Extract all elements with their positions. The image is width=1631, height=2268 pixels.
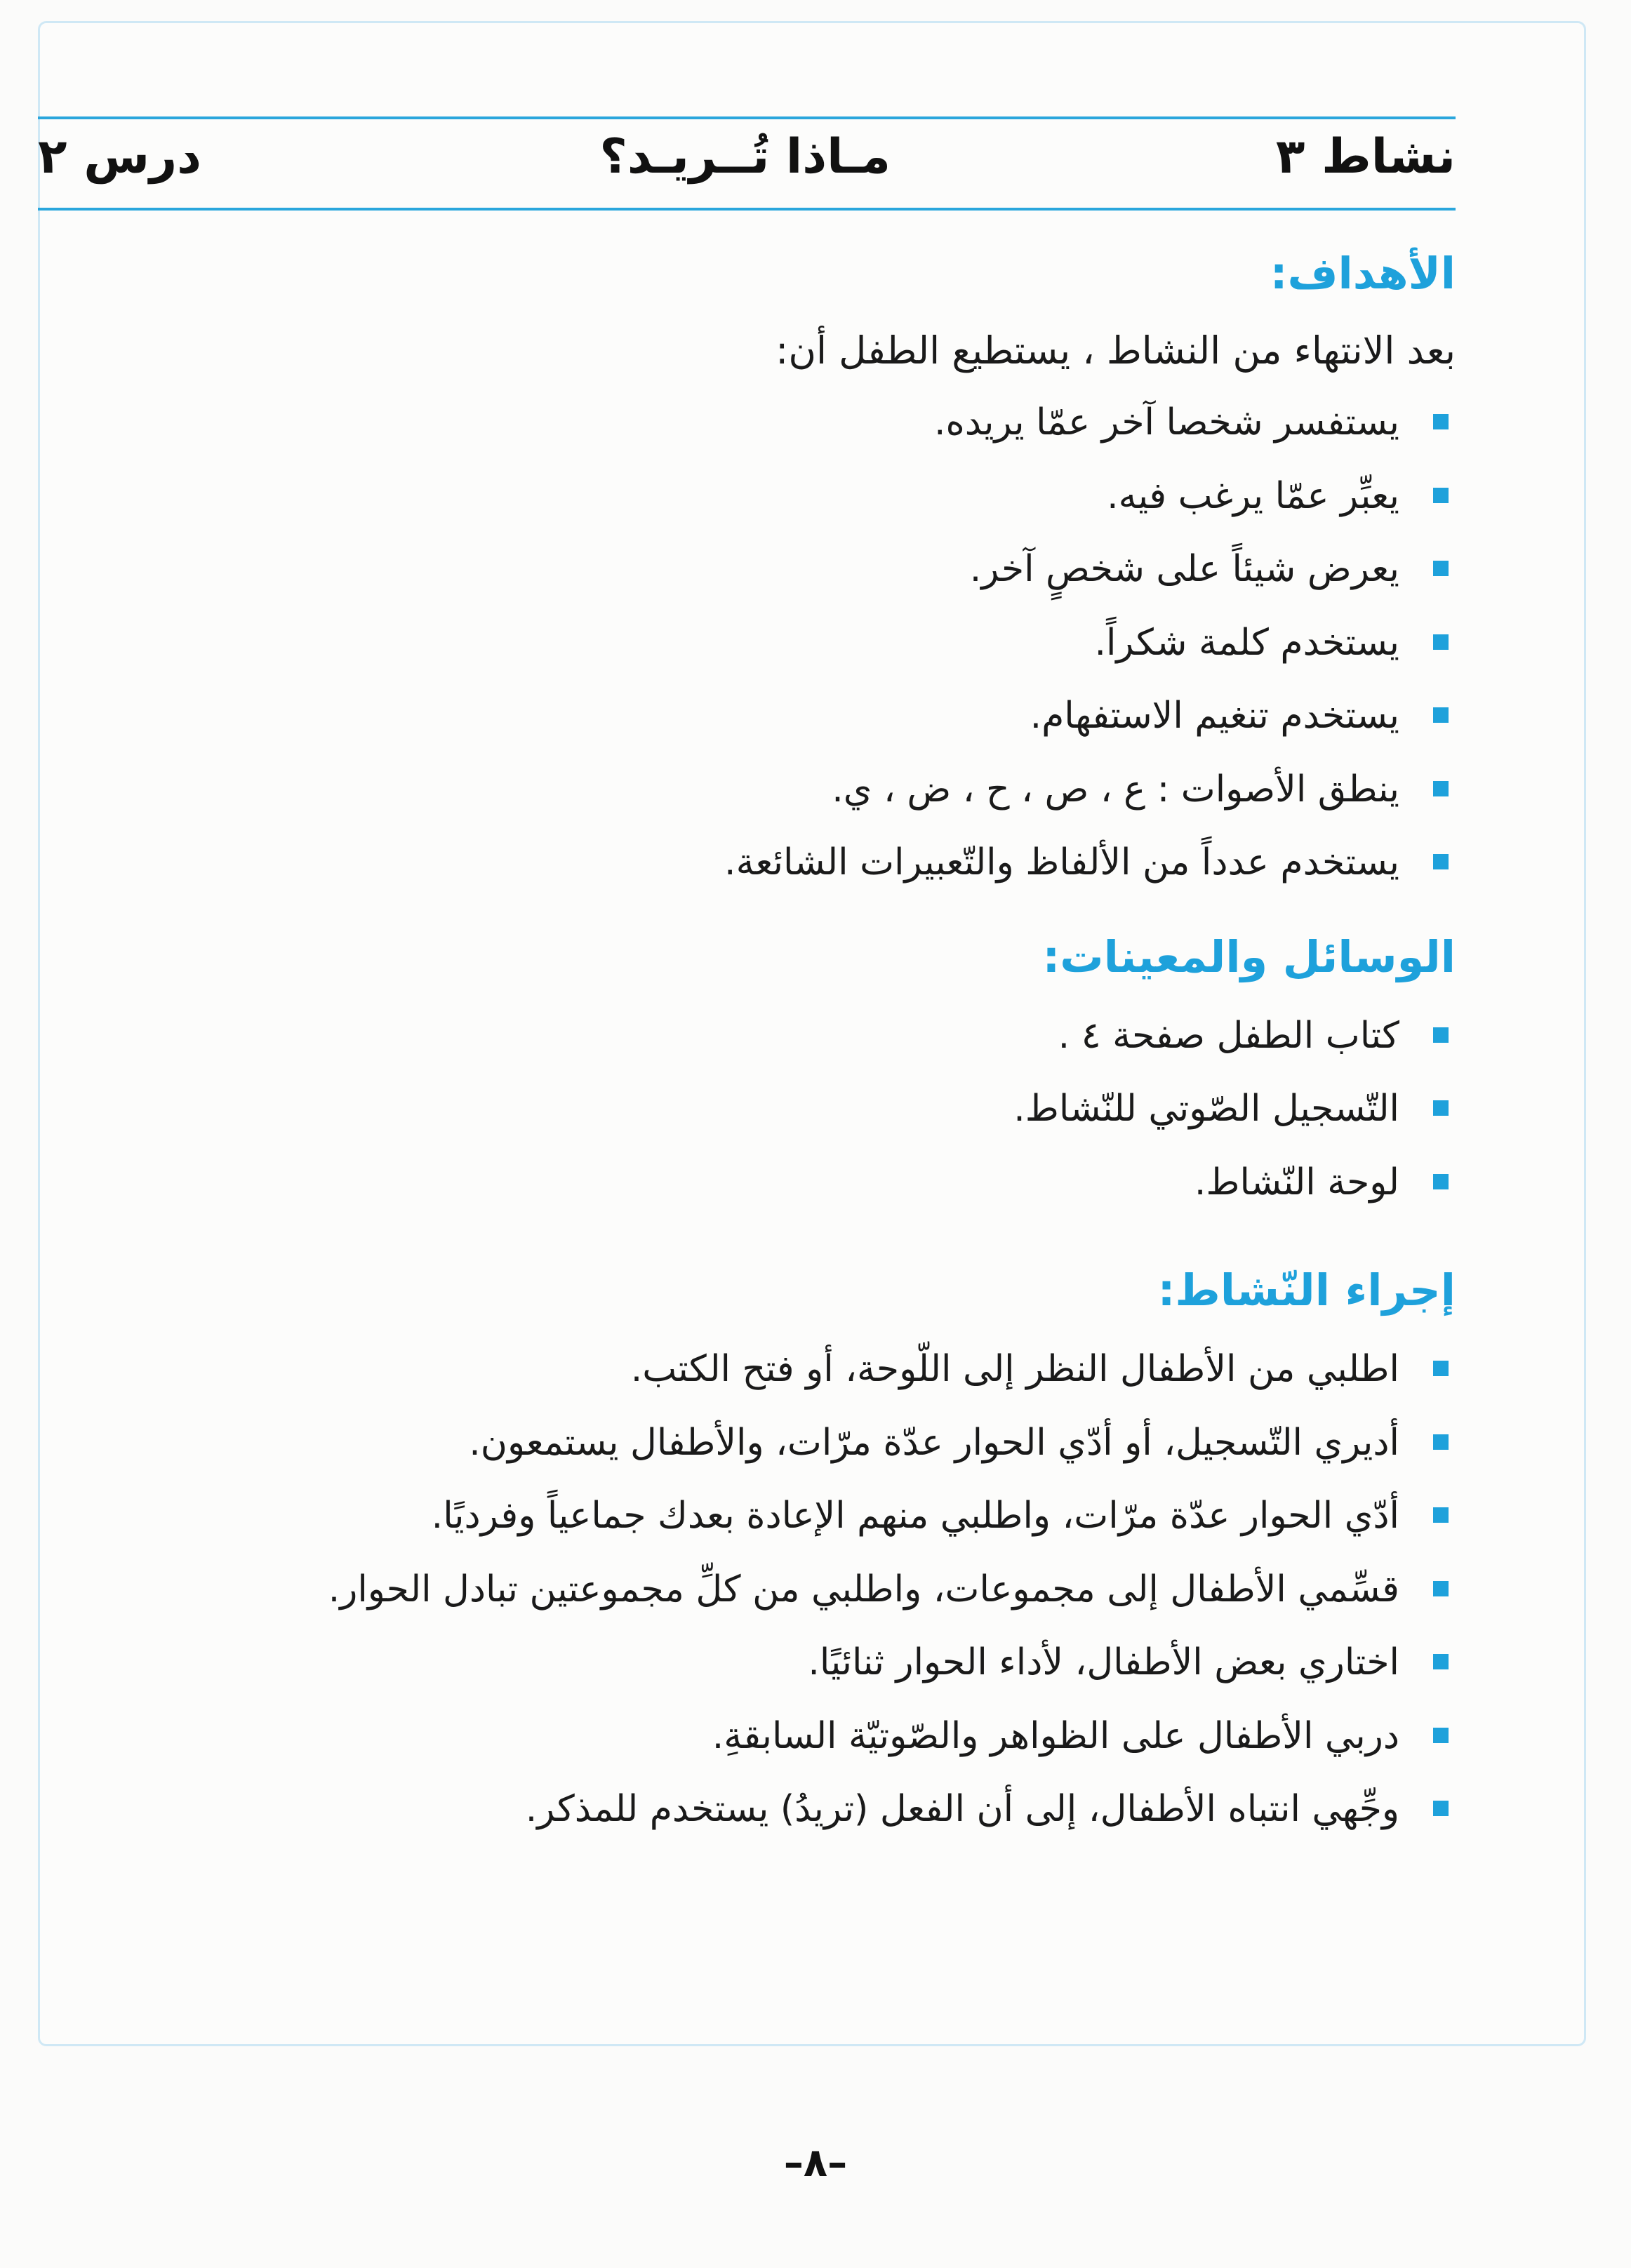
list-item <box>122 1773 1456 1846</box>
list-item <box>122 1146 1456 1220</box>
list-item <box>122 826 1456 900</box>
objectives-intro: بعد الانتهاء من النشاط ، يستطيع الطفل أن: <box>775 328 1456 373</box>
list-item-text: ينطق الأصوات : ع ، ص ، ح ، ض ، ي. <box>832 768 1399 811</box>
list-item-text: اطلبي من الأطفال النظر إلى اللّوحة، أو فتح الكتب. <box>630 1348 1399 1390</box>
list-item <box>122 679 1456 753</box>
square-bullet-icon <box>1433 414 1449 429</box>
list-item-text: أديري التّسجيل، أو أدّي الحوار عدّة مرّات، والأطفال يستمعون. <box>469 1421 1399 1464</box>
list-item <box>122 386 1456 460</box>
square-bullet-icon <box>1433 781 1449 796</box>
activity-number: نشاط ٣ <box>1275 129 1456 185</box>
square-bullet-icon <box>1433 1100 1449 1116</box>
list-item <box>122 1072 1456 1146</box>
list-item-text: يستخدم عدداً من الألفاظ والتّعبيرات الشائعة. <box>724 841 1399 883</box>
list-item-text: اختاري بعض الأطفال، لأداء الحوار ثنائيًا. <box>808 1641 1399 1683</box>
square-bullet-icon <box>1433 1654 1449 1669</box>
list-item <box>122 999 1456 1073</box>
list-item <box>122 1626 1456 1700</box>
lesson-content <box>122 232 1456 1846</box>
page-number: –٨– <box>783 2140 848 2186</box>
list-item <box>122 1333 1456 1406</box>
square-bullet-icon <box>1433 1581 1449 1596</box>
square-bullet-icon <box>1433 561 1449 576</box>
square-bullet-icon <box>1433 488 1449 503</box>
list-item-text: يستخدم تنغيم الاستفهام. <box>1030 695 1399 737</box>
list-item-text: التّسجيل الصّوتي للنّشاط. <box>1013 1088 1399 1130</box>
objectives-list <box>122 386 1456 900</box>
list-item <box>122 606 1456 680</box>
square-bullet-icon <box>1433 1361 1449 1376</box>
list-item-text: كتاب الطفل صفحة ٤ . <box>1058 1014 1399 1057</box>
header-bottom-rule <box>38 208 1456 211</box>
activity-title: مـاذا تُــريـد؟ <box>599 129 891 185</box>
list-item <box>122 1479 1456 1553</box>
list-item-text: وجِّهي انتباه الأطفال، إلى أن الفعل (تريدُ) يستخدم للمذكر. <box>525 1788 1399 1830</box>
square-bullet-icon <box>1433 854 1449 869</box>
list-item-text: قسِّمي الأطفال إلى مجموعات، واطلبي من كلِّ مجموعتين تبادل الحوار. <box>328 1568 1399 1610</box>
list-item <box>122 533 1456 606</box>
procedure-list <box>122 1333 1456 1846</box>
list-item <box>122 1553 1456 1627</box>
list-item <box>122 460 1456 533</box>
list-item <box>122 1406 1456 1480</box>
lesson-number: درس ٢ <box>38 129 202 185</box>
list-item-text: يعرض شيئاً على شخصٍ آخر. <box>969 548 1399 590</box>
square-bullet-icon <box>1433 1027 1449 1043</box>
list-item-text: دربي الأطفال على الظواهر والصّوتيّة السابقةِ. <box>712 1714 1399 1757</box>
square-bullet-icon <box>1433 1507 1449 1523</box>
procedure-heading: إجراء النّشاط: <box>1157 1265 1456 1316</box>
list-item-text: يستفسر شخصا آخر عمّا يريده. <box>933 401 1399 443</box>
square-bullet-icon <box>1433 1728 1449 1743</box>
header-top-rule <box>38 116 1456 119</box>
objectives-heading: الأهداف: <box>1270 248 1456 299</box>
square-bullet-icon <box>1433 1801 1449 1816</box>
page-header <box>38 121 1456 205</box>
square-bullet-icon <box>1433 634 1449 650</box>
materials-heading: الوسائل والمعينات: <box>1042 930 1456 982</box>
square-bullet-icon <box>1433 1434 1449 1450</box>
square-bullet-icon <box>1433 707 1449 723</box>
list-item-text: أدّي الحوار عدّة مرّات، واطلبي منهم الإعادة بعدك جماعياً وفرديًا. <box>431 1495 1399 1537</box>
list-item-text: لوحة النّشاط. <box>1194 1161 1399 1203</box>
list-item <box>122 753 1456 827</box>
materials-list <box>122 999 1456 1220</box>
square-bullet-icon <box>1433 1174 1449 1189</box>
list-item-text: يستخدم كلمة شكراً. <box>1094 621 1399 664</box>
list-item <box>122 1700 1456 1773</box>
list-item-text: يعبِّر عمّا يرغب فيه. <box>1107 474 1399 517</box>
